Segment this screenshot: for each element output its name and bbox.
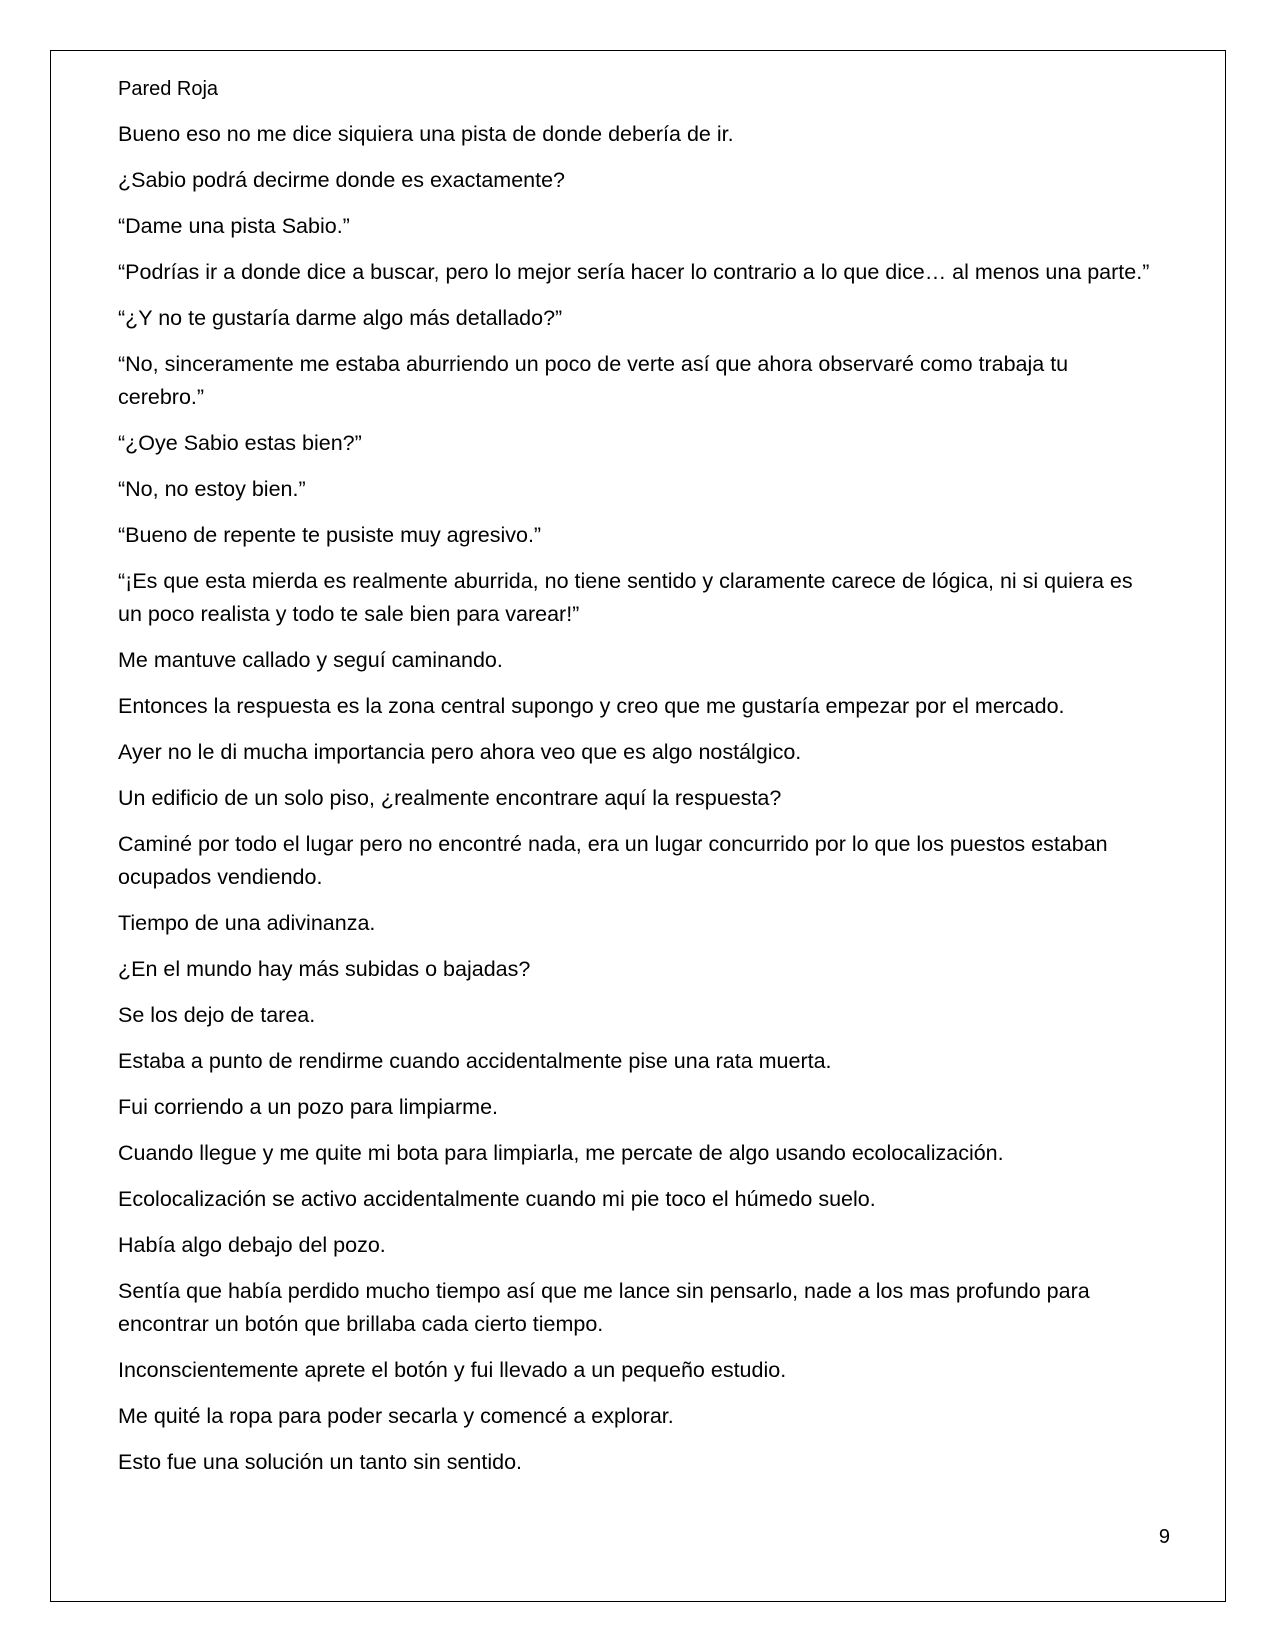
- paragraph: Cuando llegue y me quite mi bota para limpiarla, me percate de algo usando ecolocalización.: [118, 1141, 1004, 1165]
- paragraph: “No, no estoy bien.”: [118, 477, 306, 501]
- paragraph: “Dame una pista Sabio.”: [118, 214, 350, 238]
- paragraph: Esto fue una solución un tanto sin sentido.: [118, 1450, 522, 1474]
- running-header: Pared Roja: [118, 78, 219, 100]
- paragraph: Tiempo de una adivinanza.: [118, 911, 376, 935]
- paragraph: Ayer no le di mucha importancia pero ahora veo que es algo nostálgico.: [118, 740, 802, 764]
- paragraph: ¿Sabio podrá decirme donde es exactamente?: [118, 168, 565, 192]
- paragraph: Inconscientemente aprete el botón y fui llevado a un pequeño estudio.: [118, 1358, 787, 1382]
- paragraph: Sentía que había perdido mucho tiempo así que me lance sin pensarlo, nade a los mas profundo para encontrar un botón que brillaba cada cierto tiempo.: [118, 1279, 1090, 1336]
- paragraph: “Podrías ir a donde dice a buscar, pero lo mejor sería hacer lo contrario a lo que dice… al menos una parte.”: [118, 260, 1150, 284]
- paragraph: Había algo debajo del pozo.: [118, 1233, 386, 1257]
- paragraph: Se los dejo de tarea.: [118, 1003, 316, 1027]
- paragraph: Me quité la ropa para poder secarla y comencé a explorar.: [118, 1404, 674, 1428]
- paragraph: “¿Y no te gustaría darme algo más detallado?”: [118, 306, 563, 330]
- paragraph: Entonces la respuesta es la zona central supongo y creo que me gustaría empezar por el mercado.: [118, 694, 1065, 718]
- paragraph: Fui corriendo a un pozo para limpiarme.: [118, 1095, 499, 1119]
- paragraph: “No, sinceramente me estaba aburriendo un poco de verte así que ahora observaré como trabaja tu cerebro.”: [118, 352, 1069, 409]
- paragraph: “¡Es que esta mierda es realmente aburrida, no tiene sentido y claramente carece de lógica, ni si quiera es un poco realista y todo te sale bien para varear!”: [118, 569, 1133, 626]
- paragraph: Bueno eso no me dice siquiera una pista de donde debería de ir.: [118, 122, 734, 146]
- paragraph: ¿En el mundo hay más subidas o bajadas?: [118, 957, 531, 981]
- paragraph: Un edificio de un solo piso, ¿realmente encontrare aquí la respuesta?: [118, 786, 782, 810]
- paragraph: Me mantuve callado y seguí caminando.: [118, 648, 503, 672]
- paragraph: Caminé por todo el lugar pero no encontré nada, era un lugar concurrido por lo que los puestos estaban ocupados vendiendo.: [118, 832, 1108, 889]
- page-number: 9: [1158, 1526, 1170, 1548]
- paragraph: Ecolocalización se activo accidentalmente cuando mi pie toco el húmedo suelo.: [118, 1187, 876, 1211]
- body-text: [118, 118, 1158, 1492]
- paragraph: Estaba a punto de rendirme cuando accidentalmente pise una rata muerta.: [118, 1049, 832, 1073]
- paragraph: “¿Oye Sabio estas bien?”: [118, 431, 362, 455]
- paragraph: “Bueno de repente te pusiste muy agresivo.”: [118, 523, 542, 547]
